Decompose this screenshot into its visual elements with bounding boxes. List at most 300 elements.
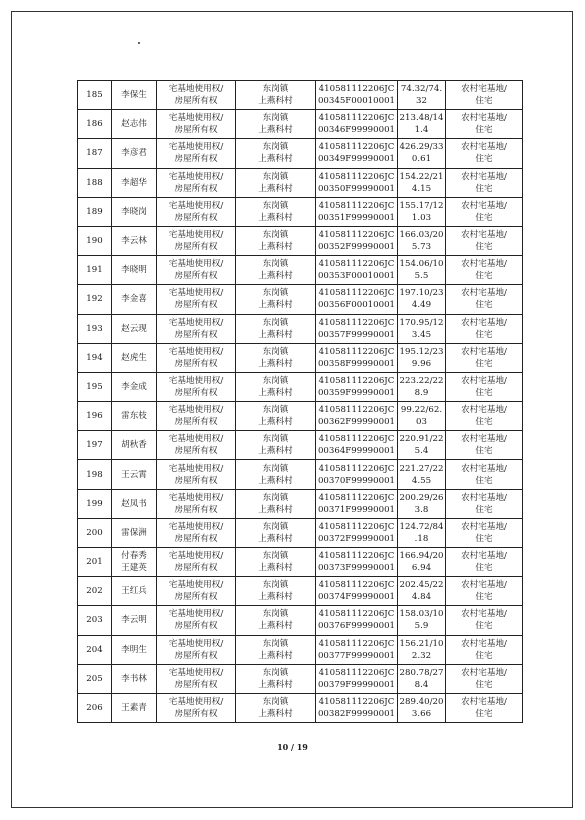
cell-serial-number: 195 [78,372,112,401]
table-row [78,372,523,401]
cell-location [236,402,316,431]
cell-location-line: 上燕科村 [258,563,293,574]
cell-area-line: 5.5 [414,271,429,282]
cell-owner-name [112,548,157,577]
cell-owner-name-line: 赵志伟 [121,119,147,130]
cell-usage-line: 住宅 [475,96,493,107]
cell-serial-number: 193 [78,314,112,343]
cell-area [398,285,446,314]
table-row [78,606,523,635]
cell-unit-code [316,606,398,635]
cell-unit-code [316,197,398,226]
table-row [78,314,523,343]
cell-unit-code-line: 410581112206JC [318,317,395,328]
table-row [78,577,523,606]
cell-unit-code-line: 00371F99990001 [317,504,396,515]
cell-location [236,431,316,460]
cell-unit-code-line: 00356F00010001 [317,300,396,311]
cell-unit-code-line: 00359F99990001 [317,387,396,398]
cell-area-line: 5.9 [414,621,429,632]
cell-right-type [157,285,236,314]
cell-location [236,635,316,664]
cell-location [236,460,316,489]
cell-right-type [157,606,236,635]
cell-usage [446,81,523,110]
table-row [78,110,523,139]
cell-location-line: 东岗镇 [262,551,289,562]
cell-owner-name-line: 李保生 [121,90,147,101]
cell-owner-name [112,460,157,489]
cell-unit-code-line: 410581112206JC [318,346,395,357]
cell-unit-code [316,664,398,693]
table-row [78,489,523,518]
cell-location [236,256,316,285]
cell-usage [446,664,523,693]
cell-unit-code [316,285,398,314]
cell-usage-line: 住宅 [475,329,493,340]
cell-unit-code-line: 00376F99990001 [317,621,396,632]
cell-area-line: 289.40/20 [399,697,444,708]
cell-right-type-line: 房屋所有权 [174,533,218,544]
cell-unit-code [316,518,398,547]
cell-serial-number: 186 [78,110,112,139]
cell-location-line: 东岗镇 [262,346,289,357]
cell-owner-name-line: 李书林 [121,673,147,684]
cell-owner-name [112,256,157,285]
cell-area [398,256,446,285]
cell-usage [446,402,523,431]
cell-right-type-line: 宅基地使用权/ [168,171,224,182]
table-body [78,81,523,723]
cell-location-line: 东岗镇 [262,434,289,445]
cell-serial-number: 190 [78,226,112,255]
cell-location-line: 上燕科村 [258,679,293,690]
cell-usage-line: 农村宅基地/ [461,638,507,649]
table-row [78,635,523,664]
cell-location-line: 东岗镇 [262,521,289,532]
cell-area [398,168,446,197]
cell-right-type-line: 房屋所有权 [174,96,218,107]
cell-usage [446,518,523,547]
cell-usage-line: 住宅 [475,446,493,457]
cell-usage-line: 农村宅基地/ [461,521,507,532]
cell-serial-number: 198 [78,460,112,489]
cell-right-type [157,635,236,664]
cell-right-type [157,518,236,547]
cell-unit-code-line: 00379F99990001 [317,679,396,690]
cell-right-type-line: 宅基地使用权/ [168,638,224,649]
cell-owner-name-line: 王建英 [121,563,147,574]
cell-unit-code [316,402,398,431]
cell-owner-name [112,577,157,606]
cell-usage-line: 农村宅基地/ [461,113,507,124]
table-row [78,81,523,110]
cell-owner-name [112,402,157,431]
cell-location [236,110,316,139]
cell-area-line: 1.4 [414,125,429,136]
cell-right-type [157,460,236,489]
cell-location [236,548,316,577]
cell-usage-line: 住宅 [475,387,493,398]
cell-unit-code [316,431,398,460]
cell-unit-code-line: 410581112206JC [318,463,395,474]
cell-area-line: 5.4 [414,446,429,457]
cell-area-line: 202.45/22 [399,580,444,591]
cell-unit-code-line: 410581112206JC [318,142,395,153]
cell-area [398,577,446,606]
cell-serial-number: 197 [78,431,112,460]
cell-unit-code [316,693,398,722]
cell-owner-name-line: 王云霄 [121,469,147,480]
cell-serial-number: 194 [78,343,112,372]
cell-area [398,343,446,372]
cell-area-line: 213.48/14 [399,113,444,124]
cell-serial-number: 188 [78,168,112,197]
cell-location [236,343,316,372]
cell-unit-code-line: 00358F99990001 [317,358,396,369]
cell-location-line: 东岗镇 [262,259,289,270]
cell-owner-name-line: 赵虎生 [121,352,147,363]
cell-usage-line: 农村宅基地/ [461,346,507,357]
table-row [78,693,523,722]
cell-owner-name-line: 王红兵 [121,586,147,597]
cell-area [398,226,446,255]
cell-usage-line: 住宅 [475,183,493,194]
cell-area-line: 3.45 [411,329,432,340]
cell-usage-line: 农村宅基地/ [461,317,507,328]
cell-unit-code-line: 410581112206JC [318,200,395,211]
cell-location-line: 上燕科村 [258,125,293,136]
cell-owner-name-line: 胡秋香 [121,440,147,451]
cell-unit-code-line: 410581112206JC [318,492,395,503]
cell-location [236,81,316,110]
cell-unit-code-line: 410581112206JC [318,113,395,124]
cell-unit-code-line: 410581112206JC [318,230,395,241]
cell-serial-number: 187 [78,139,112,168]
cell-right-type [157,343,236,372]
cell-owner-name [112,693,157,722]
cell-area [398,693,446,722]
cell-area [398,518,446,547]
cell-owner-name [112,518,157,547]
cell-right-type [157,314,236,343]
cell-right-type [157,226,236,255]
cell-area-line: 158.03/10 [399,609,444,620]
cell-owner-name-line: 赵云现 [121,323,147,334]
cell-owner-name [112,226,157,255]
cell-usage-line: 住宅 [475,417,493,428]
table-row [78,431,523,460]
table-row [78,285,523,314]
cell-right-type-line: 宅基地使用权/ [168,609,224,620]
cell-right-type-line: 房屋所有权 [174,621,218,632]
cell-owner-name [112,81,157,110]
cell-usage-line: 住宅 [475,125,493,136]
cell-location-line: 上燕科村 [258,96,293,107]
cell-right-type [157,110,236,139]
cell-right-type-line: 房屋所有权 [174,125,218,136]
cell-location-line: 上燕科村 [258,358,293,369]
cell-usage [446,343,523,372]
cell-serial-number: 202 [78,577,112,606]
cell-area-line: 6.94 [411,563,432,574]
cell-location-line: 东岗镇 [262,667,289,678]
cell-right-type-line: 房屋所有权 [174,154,218,165]
cell-owner-name [112,314,157,343]
cell-area-line: 154.22/21 [399,171,444,182]
cell-usage-line: 农村宅基地/ [461,142,507,153]
cell-usage-line: 农村宅基地/ [461,230,507,241]
cell-right-type-line: 房屋所有权 [174,475,218,486]
cell-right-type [157,664,236,693]
table-row [78,664,523,693]
cell-right-type-line: 房屋所有权 [174,679,218,690]
cell-right-type-line: 房屋所有权 [174,709,218,720]
cell-area-line: 220.91/22 [399,434,444,445]
cell-area-line: 197.10/23 [399,288,444,299]
cell-unit-code-line: 00357F99990001 [317,329,396,340]
cell-right-type [157,402,236,431]
cell-owner-name [112,635,157,664]
cell-location-line: 上燕科村 [258,533,293,544]
cell-area-line: 4.84 [411,592,432,603]
cell-right-type-line: 宅基地使用权/ [168,230,224,241]
cell-area [398,402,446,431]
cell-area-line: 32 [416,96,427,107]
cell-area-line: 1.03 [411,212,432,223]
cell-location [236,314,316,343]
cell-location [236,197,316,226]
cell-area [398,635,446,664]
cell-serial-number: 200 [78,518,112,547]
cell-usage-line: 农村宅基地/ [461,697,507,708]
cell-right-type [157,693,236,722]
cell-usage-line: 农村宅基地/ [461,171,507,182]
cell-owner-name [112,372,157,401]
cell-unit-code-line: 410581112206JC [318,434,395,445]
cell-location [236,372,316,401]
cell-location-line: 东岗镇 [262,171,289,182]
cell-owner-name [112,664,157,693]
cell-right-type [157,489,236,518]
cell-usage-line: 农村宅基地/ [461,84,507,95]
cell-unit-code [316,460,398,489]
cell-area-line: 4.15 [411,183,432,194]
cell-usage-line: 住宅 [475,650,493,661]
cell-unit-code-line: 410581112206JC [318,551,395,562]
cell-area-line: 3.8 [414,504,429,515]
cell-usage [446,285,523,314]
cell-location-line: 东岗镇 [262,200,289,211]
cell-right-type-line: 宅基地使用权/ [168,142,224,153]
cell-usage-line: 住宅 [475,563,493,574]
cell-right-type-line: 宅基地使用权/ [168,667,224,678]
cell-unit-code-line: 00382F99990001 [317,709,396,720]
cell-right-type-line: 宅基地使用权/ [168,492,224,503]
cell-unit-code-line: 410581112206JC [318,375,395,386]
cell-right-type-line: 房屋所有权 [174,212,218,223]
cell-serial-number: 205 [78,664,112,693]
cell-usage-line: 住宅 [475,271,493,282]
cell-unit-code [316,168,398,197]
cell-location [236,139,316,168]
cell-unit-code-line: 410581112206JC [318,288,395,299]
cell-location-line: 上燕科村 [258,650,293,661]
cell-area [398,197,446,226]
cell-unit-code-line: 00362F99990001 [317,417,396,428]
cell-location-line: 上燕科村 [258,183,293,194]
cell-unit-code-line: 410581112206JC [318,697,395,708]
table-row [78,343,523,372]
cell-location-line: 上燕科村 [258,504,293,515]
cell-owner-name-line: 付春秀 [121,551,147,562]
cell-right-type-line: 房屋所有权 [174,242,218,253]
cell-owner-name-line: 李晓明 [121,265,147,276]
cell-owner-name [112,343,157,372]
cell-area-line: 124.72/84 [399,521,444,532]
cell-usage [446,372,523,401]
cell-usage-line: 住宅 [475,504,493,515]
cell-usage-line: 农村宅基地/ [461,551,507,562]
cell-location [236,168,316,197]
table-row [78,197,523,226]
cell-usage-line: 住宅 [475,300,493,311]
cell-area-line: 5.73 [411,242,432,253]
cell-area-line: 0.61 [411,154,432,165]
cell-location-line: 上燕科村 [258,154,293,165]
cell-usage-line: 住宅 [475,242,493,253]
cell-right-type-line: 宅基地使用权/ [168,200,224,211]
cell-serial-number: 204 [78,635,112,664]
cell-usage-line: 农村宅基地/ [461,580,507,591]
cell-usage-line: 住宅 [475,709,493,720]
cell-right-type-line: 宅基地使用权/ [168,434,224,445]
cell-unit-code [316,314,398,343]
cell-area [398,664,446,693]
cell-usage [446,314,523,343]
cell-right-type-line: 宅基地使用权/ [168,317,224,328]
cell-owner-name [112,285,157,314]
cell-location [236,518,316,547]
cell-unit-code-line: 410581112206JC [318,405,395,416]
cell-usage [446,693,523,722]
cell-serial-number: 191 [78,256,112,285]
cell-area-line: 154.06/10 [399,259,444,270]
cell-right-type-line: 宅基地使用权/ [168,84,224,95]
cell-usage [446,548,523,577]
cell-owner-name-line: 雷保洲 [121,527,147,538]
cell-unit-code [316,548,398,577]
cell-right-type-line: 房屋所有权 [174,592,218,603]
cell-right-type-line: 房屋所有权 [174,300,218,311]
cell-right-type-line: 房屋所有权 [174,504,218,515]
cell-unit-code-line: 00351F99990001 [317,212,396,223]
cell-unit-code-line: 410581112206JC [318,171,395,182]
cell-location [236,489,316,518]
cell-area-line: 99.22/62. [400,405,443,416]
cell-location-line: 东岗镇 [262,142,289,153]
scan-speck [138,42,140,44]
cell-right-type-line: 房屋所有权 [174,358,218,369]
cell-unit-code-line: 410581112206JC [318,259,395,270]
cell-right-type-line: 宅基地使用权/ [168,405,224,416]
cell-area-line: 426.29/33 [399,142,444,153]
cell-usage-line: 农村宅基地/ [461,200,507,211]
cell-right-type-line: 宅基地使用权/ [168,346,224,357]
table-row [78,460,523,489]
cell-usage-line: 住宅 [475,358,493,369]
cell-area-line: 2.32 [411,650,432,661]
cell-unit-code-line: 00353F00010001 [317,271,396,282]
cell-owner-name [112,431,157,460]
cell-location-line: 东岗镇 [262,492,289,503]
cell-location [236,285,316,314]
cell-unit-code [316,110,398,139]
cell-owner-name-line: 李云林 [121,236,147,247]
cell-usage-line: 住宅 [475,621,493,632]
cell-right-type-line: 房屋所有权 [174,329,218,340]
cell-location-line: 东岗镇 [262,317,289,328]
cell-location-line: 东岗镇 [262,697,289,708]
cell-owner-name [112,489,157,518]
cell-serial-number: 206 [78,693,112,722]
cell-usage-line: 农村宅基地/ [461,375,507,386]
cell-owner-name [112,168,157,197]
cell-usage [446,139,523,168]
cell-owner-name [112,139,157,168]
cell-usage [446,489,523,518]
cell-right-type-line: 宅基地使用权/ [168,521,224,532]
cell-location-line: 东岗镇 [262,84,289,95]
cell-area [398,431,446,460]
cell-unit-code-line: 00370F99990001 [317,475,396,486]
cell-right-type [157,168,236,197]
cell-usage [446,606,523,635]
cell-right-type-line: 宅基地使用权/ [168,697,224,708]
cell-owner-name-line: 李超华 [121,177,147,188]
cell-location-line: 东岗镇 [262,375,289,386]
table-row [78,256,523,285]
cell-right-type [157,139,236,168]
cell-usage [446,635,523,664]
cell-unit-code [316,489,398,518]
cell-owner-name-line: 李金喜 [121,294,147,305]
cell-right-type-line: 宅基地使用权/ [168,113,224,124]
page-number: 10 / 19 [277,742,308,752]
cell-serial-number: 192 [78,285,112,314]
cell-unit-code [316,372,398,401]
cell-right-type [157,372,236,401]
cell-right-type [157,256,236,285]
cell-area-line: 195.12/23 [399,346,444,357]
cell-owner-name-line: 李云明 [121,615,147,626]
cell-area-line: 03 [416,417,427,428]
cell-owner-name-line: 李金成 [121,381,147,392]
table-row [78,139,523,168]
cell-area-line: 156.21/10 [399,638,444,649]
cell-usage [446,226,523,255]
cell-location-line: 上燕科村 [258,592,293,603]
cell-unit-code [316,635,398,664]
cell-usage-line: 住宅 [475,475,493,486]
cell-usage [446,197,523,226]
cell-usage-line: 农村宅基地/ [461,288,507,299]
cell-unit-code-line: 410581112206JC [318,667,395,678]
cell-owner-name-line: 李彦君 [121,148,147,159]
cell-usage-line: 农村宅基地/ [461,434,507,445]
cell-unit-code-line: 410581112206JC [318,580,395,591]
cell-owner-name-line: 雷东枝 [121,411,147,422]
